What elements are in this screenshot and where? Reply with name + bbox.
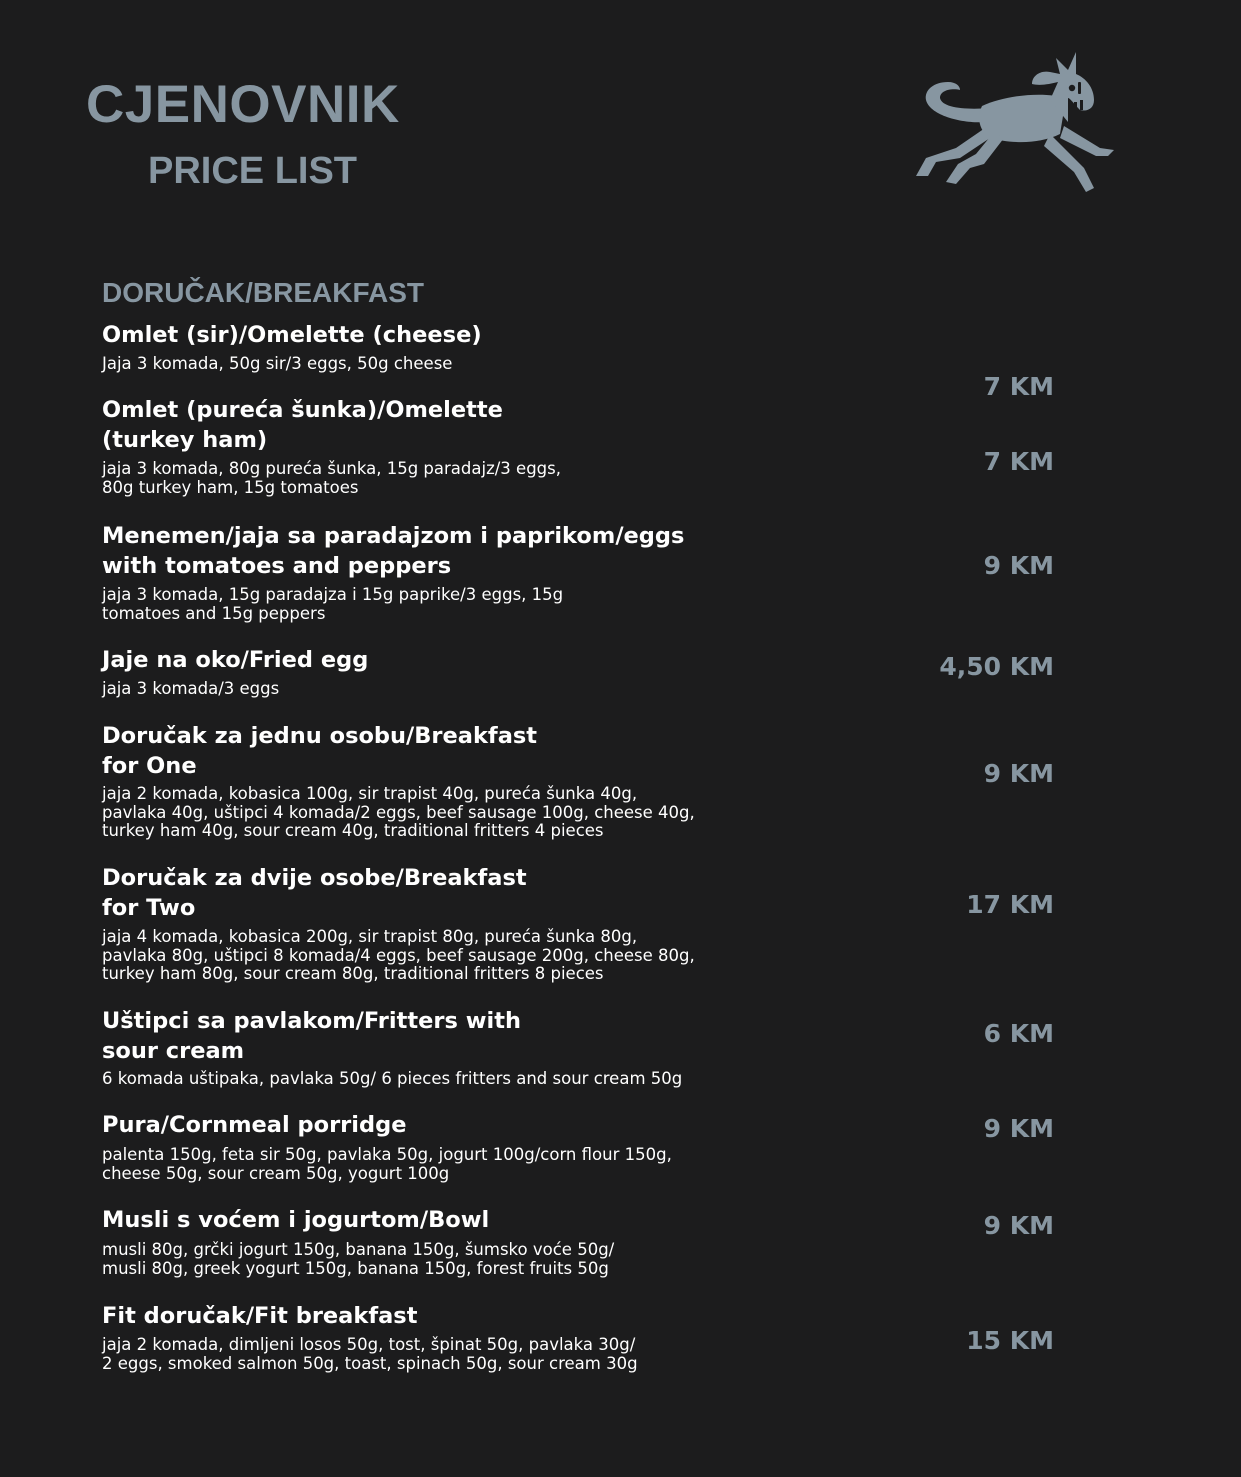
menu-item-name (102, 1206, 489, 1236)
menu-item-price: 17 KM (966, 890, 1054, 919)
menu-item-name-line: Omlet (sir)/Omelette (cheese) (102, 322, 482, 348)
menu-item-name (102, 722, 537, 781)
menu-item-name-line: Uštipci sa pavlakom/Fritters with (102, 1008, 521, 1034)
menu-item-name (102, 321, 482, 351)
menu-item-description-line: jaja 3 komada, 80g pureća šunka, 15g paradajz/3 eggs, (102, 459, 561, 478)
menu-item-description-line: turkey ham 80g, sour cream 80g, traditional fritters 8 pieces (102, 964, 604, 983)
menu-item-description-line: jaja 4 komada, kobasica 200g, sir trapist 80g, pureća šunka 80g, (102, 927, 638, 946)
menu-item-description (102, 1070, 682, 1089)
menu-item-price: 7 KM (983, 372, 1054, 401)
menu-item-price: 4,50 KM (939, 652, 1054, 681)
menu-item-description (102, 1336, 638, 1373)
menu-item-description (102, 586, 563, 623)
menu-item-name (102, 1111, 406, 1141)
menu-item-price: 6 KM (983, 1019, 1054, 1048)
menu-item-description-line: 80g turkey ham, 15g tomatoes (102, 477, 359, 497)
menu-item-name-line: Omlet (pureća šunka)/Omelette (102, 397, 503, 423)
menu-item-description (102, 928, 695, 984)
menu-item-name-line: Pura/Cornmeal porridge (102, 1112, 407, 1138)
menu-item-description-line: jaja 3 komada, 15g paradajza i 15g paprike/3 eggs, 15g (102, 585, 564, 604)
menu-item-description-line: palenta 150g, feta sir 50g, pavlaka 50g, jogurt 100g/corn flour 150g, (102, 1145, 672, 1164)
menu-item-description-line: pavlaka 80g, uštipci 8 komada/4 eggs, beef sausage 200g, cheese 80g, (102, 945, 695, 965)
menu-item-name (102, 1302, 417, 1332)
menu-item-description-line: jaja 3 komada/3 eggs (102, 679, 280, 698)
menu-item-name-line: (turkey ham) (102, 426, 268, 453)
menu-item-name (102, 864, 527, 923)
menu-item-name-line: Doručak za dvije osobe/Breakfast (102, 865, 527, 891)
menu-item-description-line: turkey ham 40g, sour cream 40g, traditional fritters 4 pieces (102, 821, 604, 840)
menu-item-name-line: Fit doručak/Fit breakfast (102, 1303, 418, 1329)
menu-item-name-line: sour cream (102, 1037, 245, 1064)
page-subtitle: PRICE LIST (148, 150, 358, 192)
menu-item-name (102, 522, 684, 581)
menu-item-name-line: Jaje na oko/Fried egg (102, 647, 369, 673)
menu-item-name (102, 646, 368, 676)
menu-item-description-line: jaja 2 komada, dimljeni losos 50g, tost, špinat 50g, pavlaka 30g/ (102, 1335, 636, 1354)
menu-item-price: 9 KM (983, 759, 1054, 788)
menu-item-name-line: with tomatoes and peppers (102, 552, 452, 579)
leaping-donkey-icon (900, 48, 1116, 198)
menu-item-price: 15 KM (966, 1326, 1054, 1355)
menu-item-name-line: Musli s voćem i jogurtom/Bowl (102, 1207, 490, 1233)
menu-item-description (102, 785, 695, 841)
menu-item-description (102, 1241, 614, 1278)
menu-item-price: 9 KM (983, 1211, 1054, 1240)
menu-item-name (102, 396, 503, 455)
menu-item-description-line: 6 komada uštipaka, pavlaka 50g/ 6 pieces fritters and sour cream 50g (102, 1069, 683, 1088)
menu-item-description-line: tomatoes and 15g peppers (102, 603, 326, 623)
menu-item-description (102, 680, 279, 699)
menu-item-name (102, 1007, 521, 1066)
menu-item-description (102, 1146, 672, 1183)
menu-item-description-line: 2 eggs, smoked salmon 50g, toast, spinach 50g, sour cream 30g (102, 1353, 638, 1373)
menu-item-price: 9 KM (983, 1114, 1054, 1143)
menu-item-price: 7 KM (983, 447, 1054, 476)
menu-item-description (102, 460, 561, 497)
menu-item-description-line: jaja 2 komada, kobasica 100g, sir trapist 40g, pureća šunka 40g, (102, 784, 638, 803)
menu-item-description-line: musli 80g, greek yogurt 150g, banana 150g, forest fruits 50g (102, 1258, 609, 1278)
menu-item-description-line: cheese 50g, sour cream 50g, yogurt 100g (102, 1163, 450, 1183)
menu-item-description-line: musli 80g, grčki jogurt 150g, banana 150g, šumsko voće 50g/ (102, 1240, 615, 1259)
menu-item-description-line: Jaja 3 komada, 50g sir/3 eggs, 50g cheese (102, 354, 453, 373)
menu-item-name-line: Doručak za jednu osobu/Breakfast (102, 723, 538, 749)
menu-item-name-line: for One (102, 752, 197, 779)
page-title: CJENOVNIK (86, 75, 400, 134)
menu-item-name-line: Menemen/jaja sa paradajzom i paprikom/eggs (102, 523, 685, 549)
section-title: DORUČAK/BREAKFAST (102, 277, 424, 308)
menu-item-name-line: for Two (102, 894, 196, 921)
menu-item-description (102, 355, 452, 374)
menu-item-description-line: pavlaka 40g, uštipci 4 komada/2 eggs, beef sausage 100g, cheese 40g, (102, 802, 695, 822)
menu-item-price: 9 KM (983, 551, 1054, 580)
